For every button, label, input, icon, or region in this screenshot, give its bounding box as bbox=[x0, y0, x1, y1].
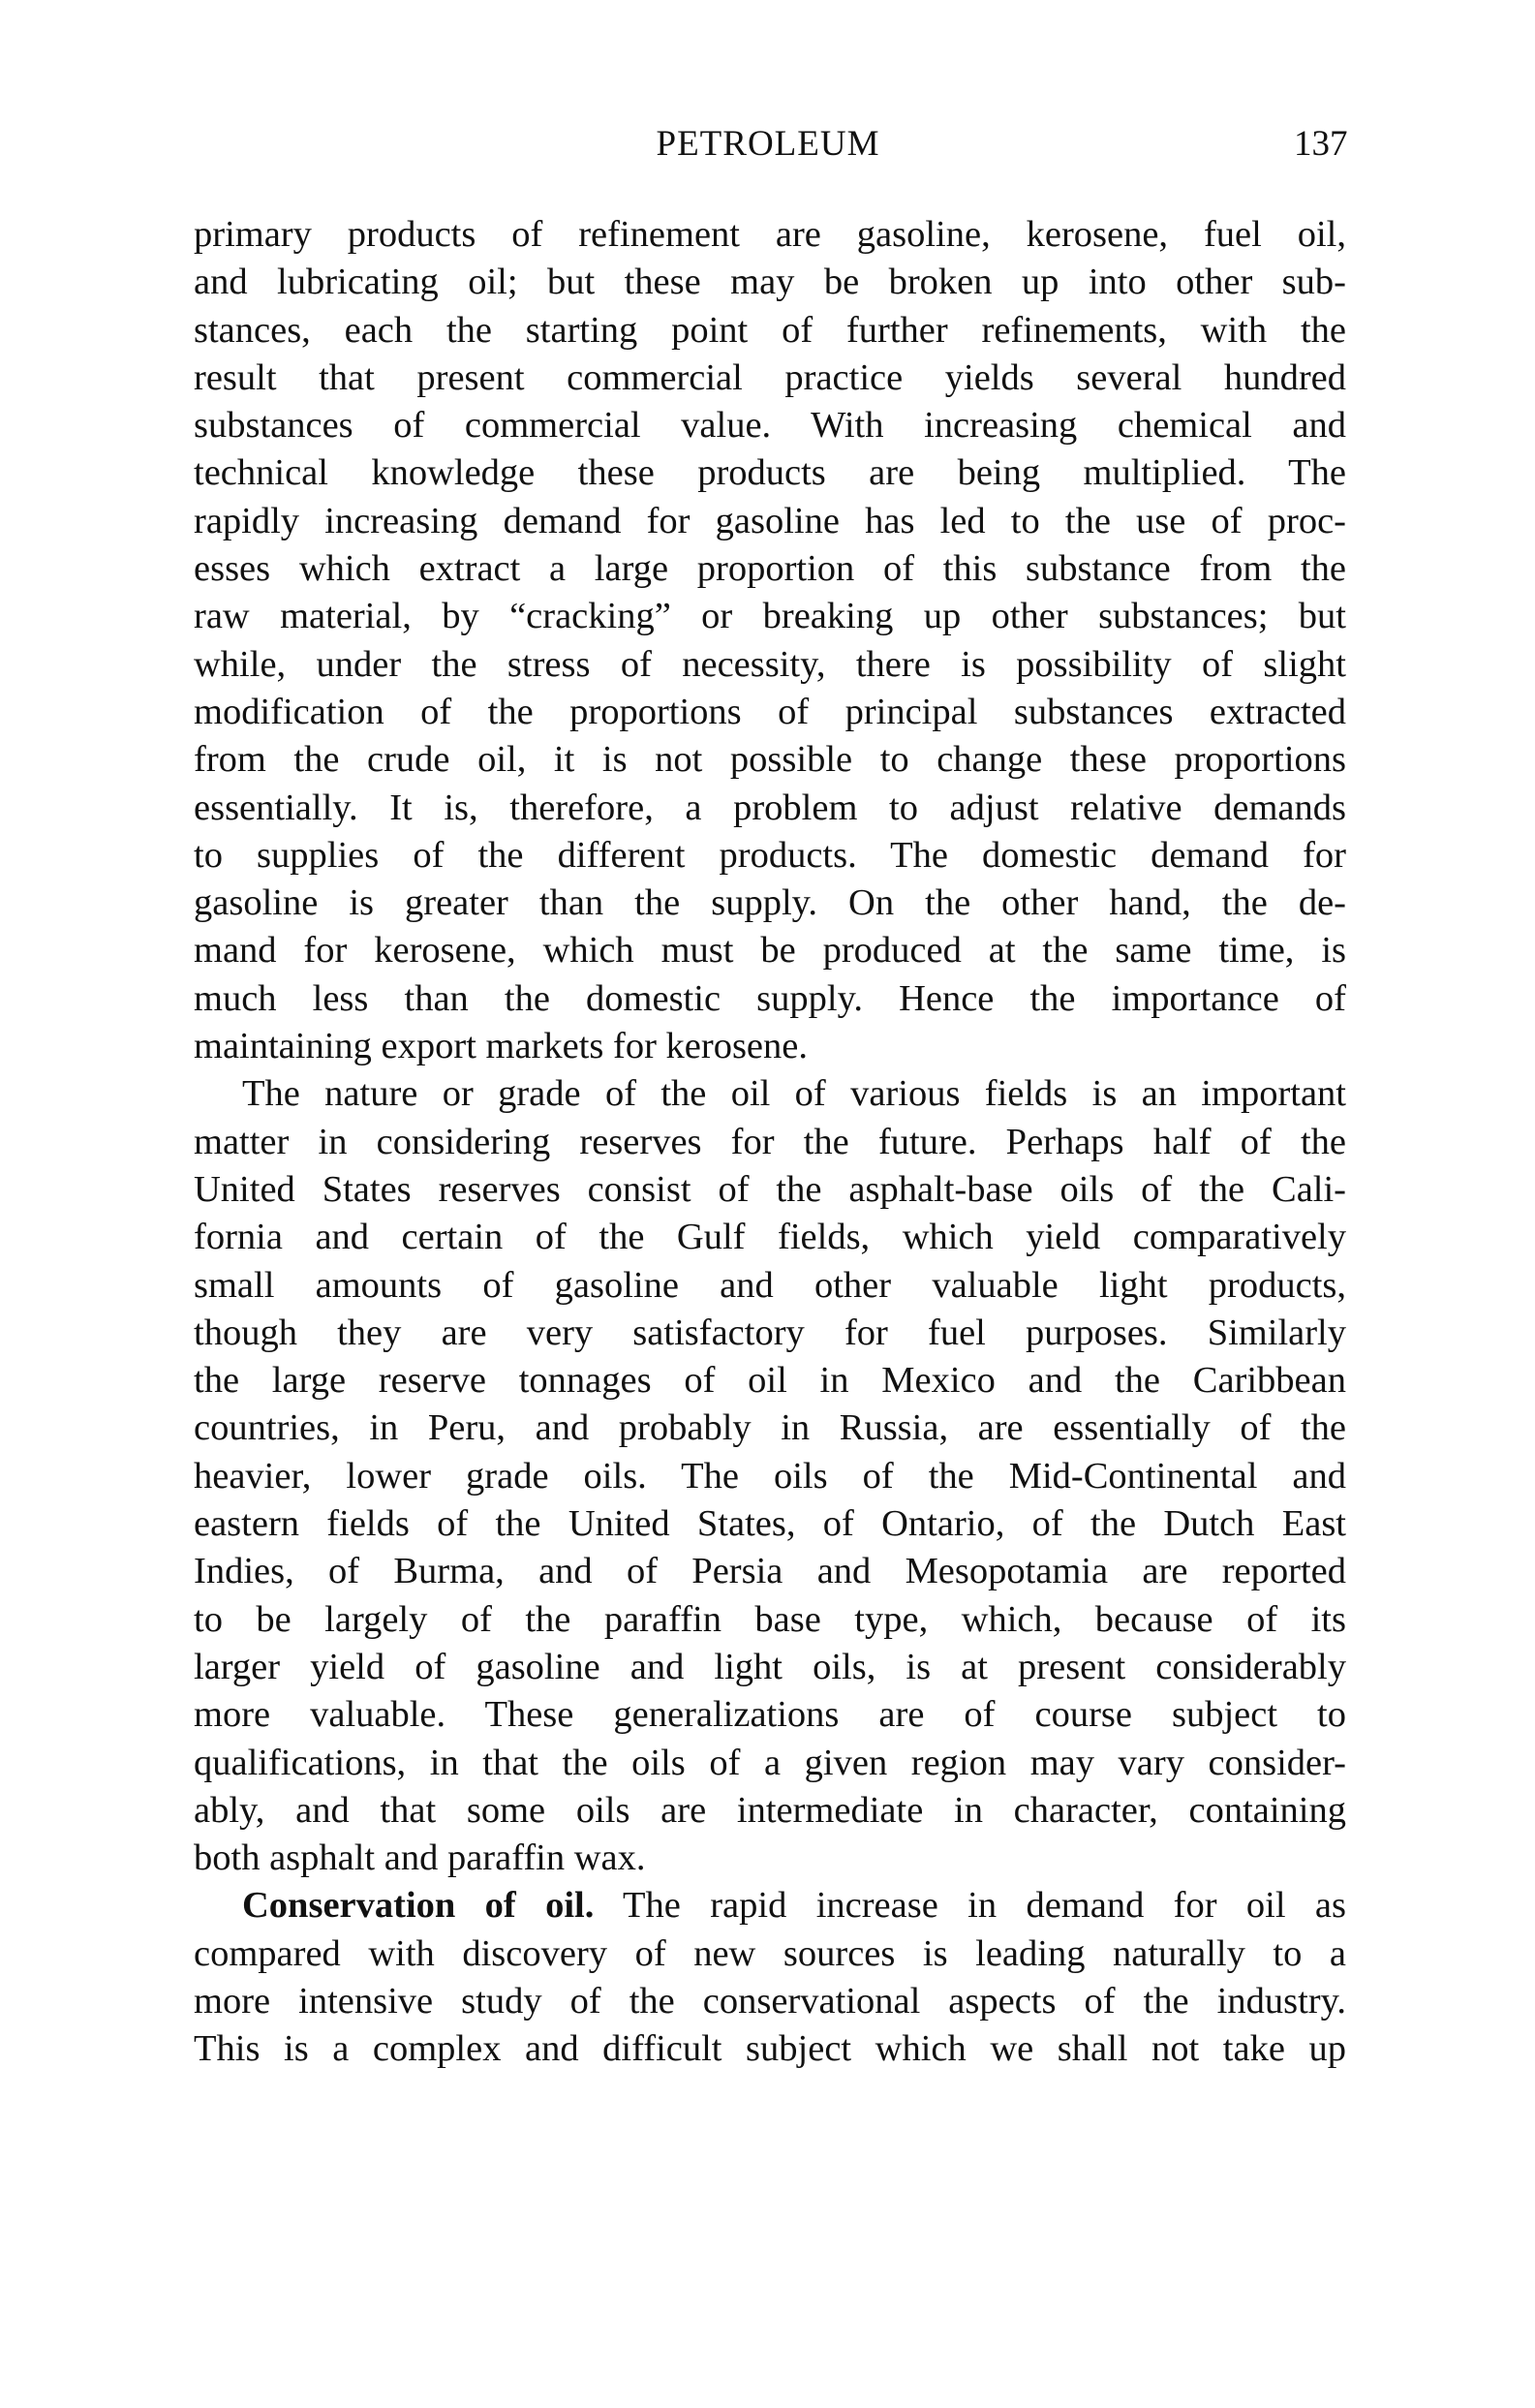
text-line bbox=[194, 927, 1346, 974]
line-text: more intensive study of the conservational aspects of the industry. bbox=[194, 1980, 1346, 2022]
line-text: The nature or grade of the oil of various fields is an important bbox=[242, 1073, 1346, 1115]
text-line bbox=[194, 593, 1346, 640]
text-line bbox=[194, 880, 1346, 927]
line-text: rapidly increasing demand for gasoline has led to the use of proc- bbox=[194, 500, 1346, 541]
text-line bbox=[194, 1070, 1346, 1118]
page-number: 137 bbox=[1294, 124, 1348, 164]
text-line bbox=[194, 1214, 1346, 1261]
text-line bbox=[194, 1357, 1346, 1405]
text-line bbox=[194, 402, 1346, 449]
line-text: and lubricating oil; but these may be broken up into other sub- bbox=[194, 262, 1346, 303]
line-text: the large reserve tonnages of oil in Mexico and the Caribbean bbox=[194, 1360, 1346, 1402]
text-line bbox=[194, 259, 1346, 306]
line-text: from the crude oil, it is not possible to change these proportions bbox=[194, 739, 1346, 781]
text-line bbox=[194, 211, 1346, 259]
line-text: result that present commercial practice yields several hundred bbox=[194, 356, 1346, 398]
text-line bbox=[194, 1787, 1346, 1835]
line-text: esses which extract a large proportion of this substance from the bbox=[194, 548, 1346, 590]
line-text: mand for kerosene, which must be produced at the same time, is bbox=[194, 930, 1346, 972]
text-line bbox=[194, 1596, 1346, 1644]
line-text: raw material, by “cracking” or breaking up other substances; but bbox=[194, 596, 1346, 637]
line-text: fornia and certain of the Gulf fields, which yield comparatively bbox=[194, 1217, 1346, 1258]
line-text: to be largely of the paraffin base type, which, because of its bbox=[194, 1598, 1346, 1640]
line-text: eastern fields of the United States, of Ontario, of the Dutch East bbox=[194, 1503, 1346, 1545]
line-text: small amounts of gasoline and other valuable light products, bbox=[194, 1264, 1346, 1306]
line-text: heavier, lower grade oils. The oils of the Mid-Continental and bbox=[194, 1455, 1346, 1497]
paragraph-3 bbox=[194, 1882, 1346, 2073]
paragraph-2 bbox=[194, 1070, 1346, 1882]
line-text: more valuable. These generalizations are of course subject to bbox=[194, 1694, 1346, 1736]
run-in-heading: Conservation of oil. bbox=[242, 1885, 595, 1927]
line-text: ably, and that some oils are intermediate in character, containing bbox=[194, 1789, 1346, 1831]
text-line bbox=[194, 975, 1346, 1023]
line-text: countries, in Peru, and probably in Russia, are essentially of the bbox=[194, 1407, 1346, 1449]
text-line bbox=[194, 1023, 1346, 1070]
line-text: matter in considering reserves for the future. Perhaps half of the bbox=[194, 1121, 1346, 1162]
line-text: though they are very satisfactory for fuel purposes. Similarly bbox=[194, 1312, 1346, 1353]
text-line bbox=[194, 689, 1346, 736]
text-line bbox=[194, 2025, 1346, 2073]
line-text: United States reserves consist of the asphalt-base oils of the Cali- bbox=[194, 1168, 1346, 1210]
line-text: The rapid increase in demand for oil as bbox=[623, 1885, 1346, 1927]
text-line bbox=[194, 498, 1346, 545]
text-line bbox=[194, 545, 1346, 593]
body-text bbox=[194, 211, 1346, 2074]
line-text: technical knowledge these products are being multiplied. The bbox=[194, 452, 1346, 494]
text-line bbox=[194, 1166, 1346, 1214]
paragraph-1 bbox=[194, 211, 1346, 1070]
text-line bbox=[194, 1262, 1346, 1310]
text-line bbox=[194, 736, 1346, 784]
text-line bbox=[194, 355, 1346, 402]
line-text: while, under the stress of necessity, there is possibility of slight bbox=[194, 643, 1346, 685]
line-text: gasoline is greater than the supply. On the other hand, the de- bbox=[194, 882, 1346, 924]
line-text: maintaining export markets for kerosene. bbox=[194, 1026, 808, 1067]
line-text: much less than the domestic supply. Hence the importance of bbox=[194, 977, 1346, 1019]
text-line bbox=[194, 641, 1346, 689]
text-line bbox=[194, 832, 1346, 880]
line-text: larger yield of gasoline and light oils, is at present considerably bbox=[194, 1646, 1346, 1687]
line-text: substances of commercial value. With increasing chemical and bbox=[194, 405, 1346, 447]
text-line bbox=[194, 1405, 1346, 1452]
line-text: essentially. It is, therefore, a problem to adjust relative demands bbox=[194, 787, 1346, 828]
text-line bbox=[194, 1740, 1346, 1787]
running-head bbox=[0, 120, 1535, 169]
line-text: Indies, of Burma, and of Persia and Mesopotamia are reported bbox=[194, 1551, 1346, 1592]
line-text: modification of the proportions of principal substances extracted bbox=[194, 691, 1346, 732]
text-line bbox=[194, 785, 1346, 832]
text-line bbox=[194, 1548, 1346, 1595]
text-line bbox=[194, 1310, 1346, 1357]
text-line bbox=[194, 1644, 1346, 1691]
text-line bbox=[194, 1453, 1346, 1500]
text-line bbox=[194, 1882, 1346, 1929]
line-text: to supplies of the different products. The domestic demand for bbox=[194, 834, 1346, 876]
line-text: both asphalt and paraffin wax. bbox=[194, 1837, 646, 1879]
line-text: This is a complex and difficult subject which we shall not take up bbox=[194, 2028, 1346, 2070]
text-line bbox=[194, 1500, 1346, 1548]
line-text: compared with discovery of new sources is leading naturally to a bbox=[194, 1932, 1346, 1974]
text-line bbox=[194, 1978, 1346, 2025]
text-line bbox=[194, 307, 1346, 355]
line-text: qualifications, in that the oils of a given region may vary consider- bbox=[194, 1742, 1346, 1783]
text-line bbox=[194, 1119, 1346, 1166]
text-line bbox=[194, 449, 1346, 497]
text-line bbox=[194, 1835, 1346, 1882]
line-text: primary products of refinement are gasoline, kerosene, fuel oil, bbox=[194, 214, 1346, 255]
text-line bbox=[194, 1930, 1346, 1978]
text-line bbox=[194, 1691, 1346, 1739]
running-title: PETROLEUM bbox=[656, 124, 880, 164]
line-text: stances, each the starting point of further refinements, with the bbox=[194, 309, 1346, 351]
